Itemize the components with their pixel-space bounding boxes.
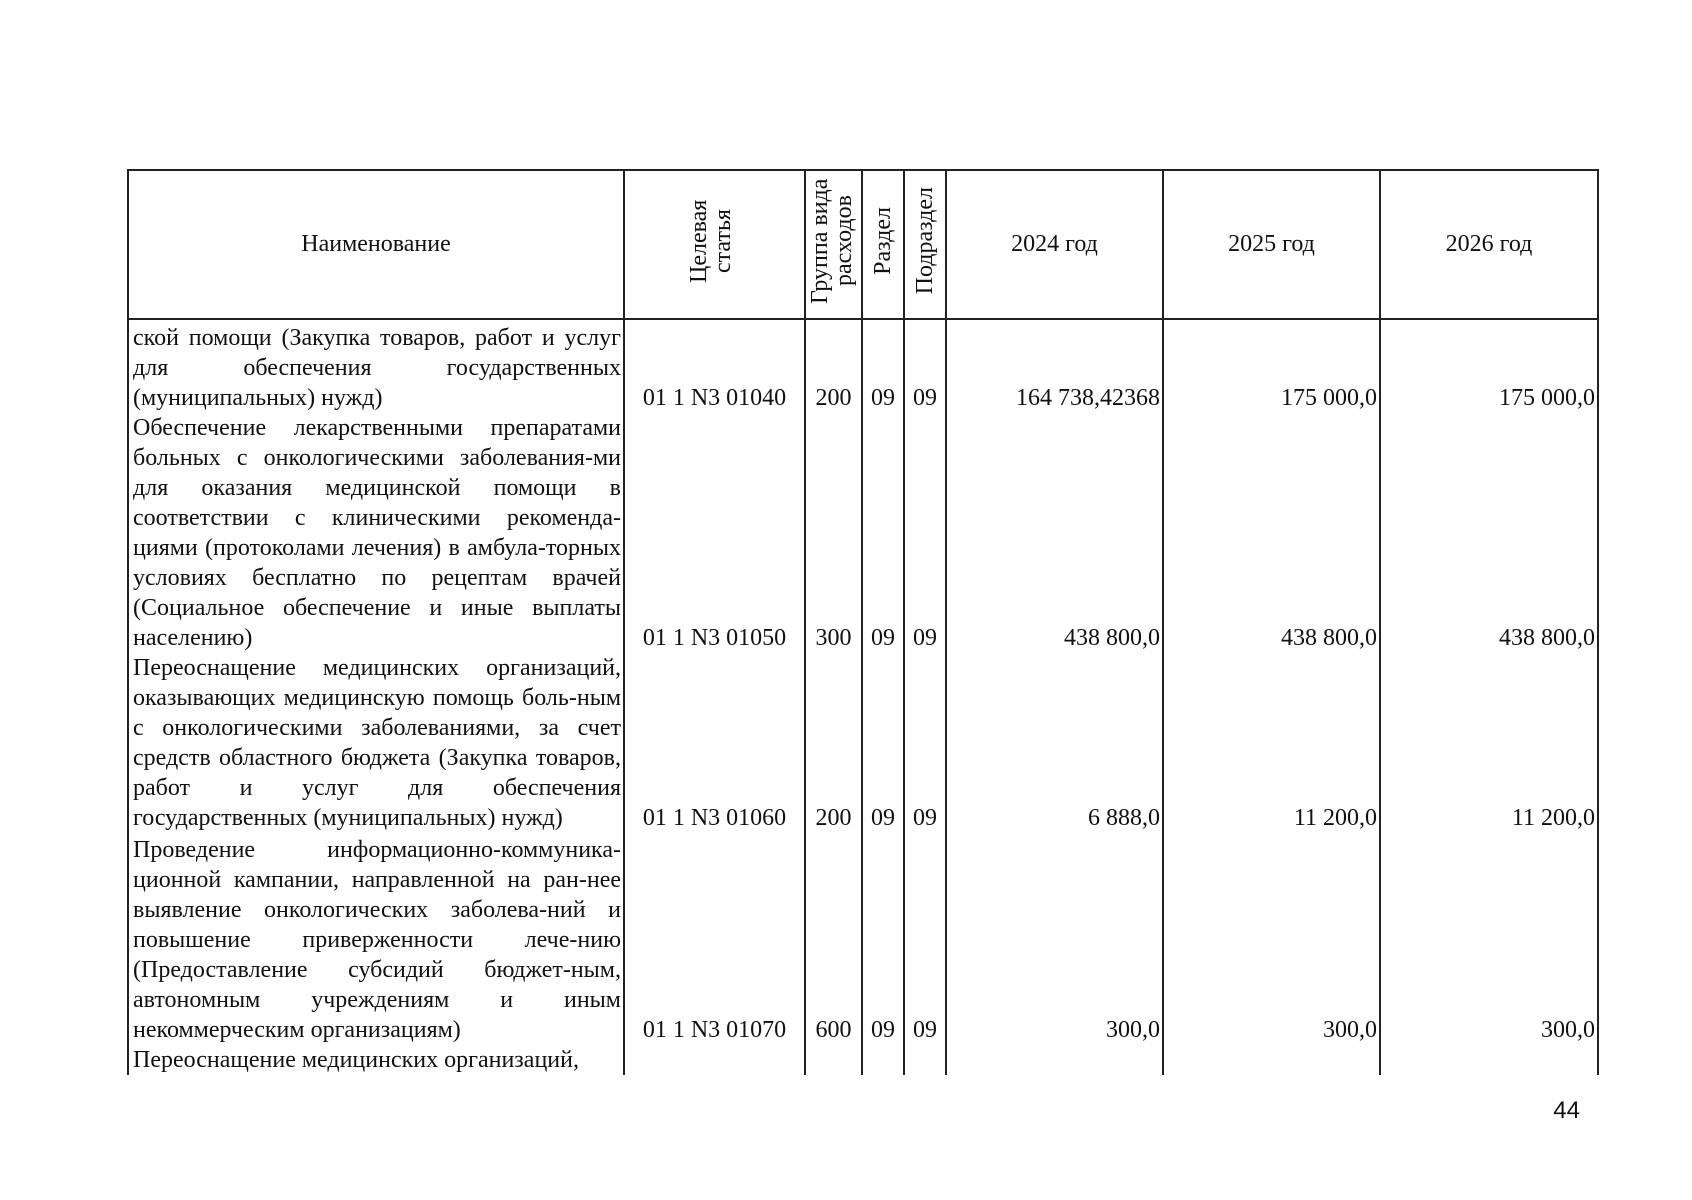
table-row xyxy=(128,833,1598,1045)
row-name: Проведение информационно-коммуника-ционной кампании, направленной на ран-нее выявление онкологических заболева-ний и повышение приверженности лече-нию (Предоставление субсидий бюджет-ным, автономным учреждениям и иным некоммерческим организациям) xyxy=(128,833,624,1045)
row-2024: 300,0 xyxy=(946,833,1163,1045)
table-header-row xyxy=(128,170,1598,319)
row-2026: 438 800,0 xyxy=(1380,413,1598,653)
row-2025: 175 000,0 xyxy=(1163,319,1380,413)
table-row xyxy=(128,413,1598,653)
row-subsection: 09 xyxy=(904,653,946,833)
row-2024: 164 738,42368 xyxy=(946,319,1163,413)
row-name: ской помощи (Закупка товаров, работ и услуг для обеспечения государственных (муниципальных) нужд) xyxy=(128,319,624,413)
row-group xyxy=(805,1045,862,1075)
table-row xyxy=(128,319,1598,413)
row-code: 01 1 N3 01040 xyxy=(624,319,805,413)
header-2024: 2024 год xyxy=(946,170,1163,319)
row-2026: 175 000,0 xyxy=(1380,319,1598,413)
header-group: Группа вида расходов xyxy=(805,170,862,319)
row-2025 xyxy=(1163,1045,1380,1075)
row-code: 01 1 N3 01050 xyxy=(624,413,805,653)
row-2025: 438 800,0 xyxy=(1163,413,1380,653)
row-name: Переоснащение медицинских организаций, xyxy=(128,1045,624,1075)
row-group: 200 xyxy=(805,653,862,833)
row-subsection: 09 xyxy=(904,833,946,1045)
row-2025: 300,0 xyxy=(1163,833,1380,1045)
row-subsection: 09 xyxy=(904,413,946,653)
budget-table xyxy=(127,169,1599,1075)
header-2026: 2026 год xyxy=(1380,170,1598,319)
row-group: 300 xyxy=(805,413,862,653)
table-row xyxy=(128,653,1598,833)
row-section xyxy=(862,1045,904,1075)
row-2026 xyxy=(1380,1045,1598,1075)
row-2026: 11 200,0 xyxy=(1380,653,1598,833)
row-subsection: 09 xyxy=(904,319,946,413)
row-name: Переоснащение медицинских организаций, оказывающих медицинскую помощь боль-ным с онкологическими заболеваниями, за счет средств областного бюджета (Закупка товаров, работ и услуг для обеспечения государственных (муниципальных) нужд) xyxy=(128,653,624,833)
row-section: 09 xyxy=(862,319,904,413)
page-number: 44 xyxy=(1553,1097,1580,1124)
header-name: Наименование xyxy=(128,170,624,319)
header-section: Раздел xyxy=(862,170,904,319)
row-code: 01 1 N3 01060 xyxy=(624,653,805,833)
header-subsection: Подраздел xyxy=(904,170,946,319)
row-code: 01 1 N3 01070 xyxy=(624,833,805,1045)
row-group: 600 xyxy=(805,833,862,1045)
row-2024: 6 888,0 xyxy=(946,653,1163,833)
row-section: 09 xyxy=(862,833,904,1045)
row-2024: 438 800,0 xyxy=(946,413,1163,653)
header-code: Целевая статья xyxy=(624,170,805,319)
row-section: 09 xyxy=(862,413,904,653)
row-2024 xyxy=(946,1045,1163,1075)
header-2025: 2025 год xyxy=(1163,170,1380,319)
row-2025: 11 200,0 xyxy=(1163,653,1380,833)
budget-table-sheet xyxy=(127,169,1597,1075)
row-subsection xyxy=(904,1045,946,1075)
row-group: 200 xyxy=(805,319,862,413)
row-code xyxy=(624,1045,805,1075)
row-2026: 300,0 xyxy=(1380,833,1598,1045)
table-row xyxy=(128,1045,1598,1075)
row-section: 09 xyxy=(862,653,904,833)
row-name: Обеспечение лекарственными препаратами больных с онкологическими заболевания-ми для оказания медицинской помощи в соответствии с клиническими рекоменда-циями (протоколами лечения) в амбула-торных условиях бесплатно по рецептам врачей (Социальное обеспечение и иные выплаты населению) xyxy=(128,413,624,653)
